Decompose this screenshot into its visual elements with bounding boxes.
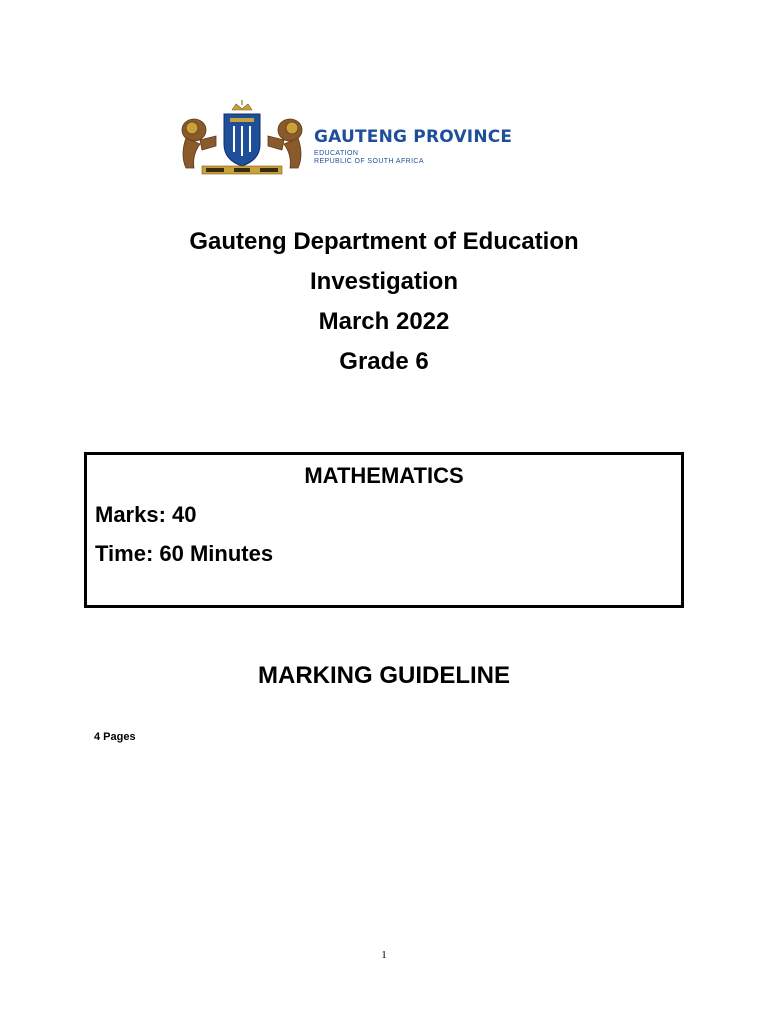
- grade-title: Grade 6: [339, 348, 429, 375]
- subject-info-box: [84, 452, 684, 608]
- logo-text: [314, 128, 512, 166]
- coat-of-arms-icon: [172, 100, 312, 180]
- logo-title: GAUTENG PROVINCE: [314, 127, 513, 147]
- subject-heading: MATHEMATICS: [304, 463, 464, 488]
- department-title: Gauteng Department of Education: [189, 228, 579, 255]
- logo-subtitle-country: REPUBLIC OF SOUTH AFRICA: [314, 158, 424, 165]
- title-block: [0, 222, 768, 382]
- marking-guideline-heading: MARKING GUIDELINE: [258, 662, 510, 689]
- task-title: Investigation: [309, 268, 459, 295]
- date-title: March 2022: [318, 308, 450, 335]
- time-label: Time: 60 Minutes: [95, 541, 274, 566]
- page-number: 1: [381, 949, 387, 961]
- gauteng-education-logo: [172, 100, 542, 180]
- page-count: 4 Pages: [94, 731, 136, 743]
- marks-label: Marks: 40: [95, 502, 197, 527]
- logo-subtitle-education: EDUCATION: [314, 150, 359, 157]
